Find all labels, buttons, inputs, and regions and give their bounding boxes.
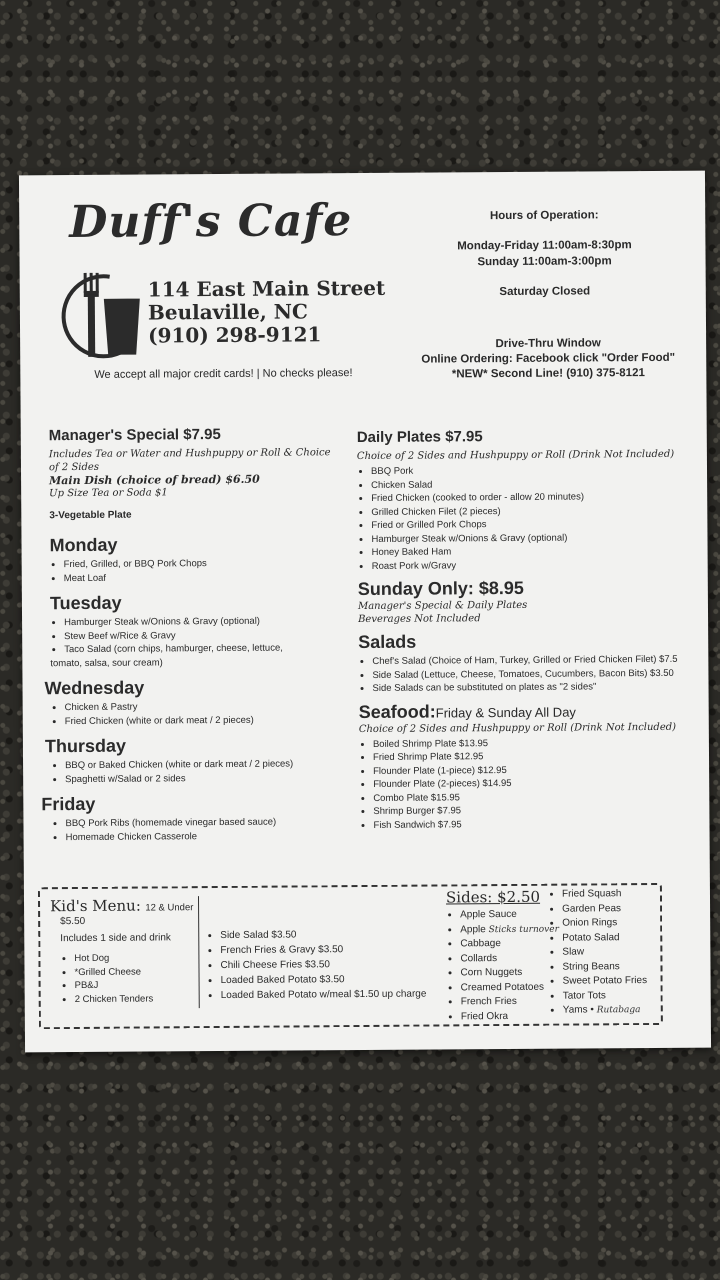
list-item: • Hamburger Steak w/Onions & Gravy (optional) — [64, 614, 350, 629]
list-item: • Fried Squash — [562, 887, 668, 902]
list-item: • Stew Beef w/Rice & Gravy — [64, 628, 350, 643]
list-item: • Fried or Grilled Pork Chops — [371, 517, 697, 533]
list-item: • Chicken & Pastry — [65, 699, 351, 714]
managers-special-title: Manager's Special $7.95 — [48, 426, 221, 445]
sides-col2 — [548, 885, 669, 1018]
list-item: tomato, salsa, sour cream) — [50, 656, 163, 669]
list-item: • Slaw — [562, 945, 668, 960]
list-item: • Chili Cheese Fries $3.50 — [220, 956, 446, 973]
hours-sunday: Sunday 11:00am-3:00pm — [477, 255, 612, 269]
daily-plates-note: Choice of 2 Sides and Hushpuppy or Roll (Drink Not Included) — [356, 448, 675, 463]
seafood-note: Choice of 2 Sides and Hushpuppy or Roll (Drink Not Included) — [358, 721, 677, 735]
hours-title: Hours of Operation: — [489, 209, 599, 223]
list-item: • Yams • Rutabaga — [563, 1003, 669, 1018]
day-title-monday: Monday — [49, 534, 118, 556]
list-item: • Hot Dog — [74, 951, 200, 965]
list-item: • Chicken Salad — [371, 476, 697, 492]
list-item: • BBQ Pork — [371, 463, 697, 479]
tuesday-list — [50, 614, 350, 670]
list-item: • Fish Sandwich $7.95 — [373, 816, 699, 832]
left-column — [41, 425, 352, 844]
list-item: • 2 Chicken Tenders — [75, 992, 201, 1006]
list-item: • Collards — [460, 951, 566, 966]
list-item: • Corn Nuggets — [460, 966, 566, 981]
list-item: • Onion Rings — [562, 916, 668, 931]
list-item: • String Beans — [562, 959, 668, 974]
wednesday-list — [51, 699, 351, 728]
kids-menu — [50, 896, 201, 1006]
list-item: • Shrimp Burger $7.95 — [373, 803, 699, 819]
list-item: • Fried, Grilled, or BBQ Pork Chops — [64, 556, 350, 571]
list-item: • Side Salad $3.50 — [220, 926, 446, 943]
drive-thru: Drive-Thru Window — [495, 337, 601, 351]
list-item: • Apple Sauce — [460, 908, 566, 923]
list-item: • French Fries — [461, 995, 567, 1010]
friday-list — [51, 815, 351, 844]
veg-plate: 3-Vegetable Plate — [49, 509, 132, 522]
upsize: Up Size Tea or Soda $1 — [49, 487, 168, 500]
salads-list — [358, 653, 698, 696]
list-item: • *Grilled Cheese — [74, 965, 200, 979]
list-item: • Grilled Chicken Filet (2 pieces) — [371, 503, 697, 519]
address-block — [148, 277, 386, 348]
seafood-list — [359, 735, 700, 832]
day-title-thursday: Thursday — [44, 735, 127, 757]
ordering-block — [398, 336, 698, 383]
list-item: • Meat Loaf — [64, 570, 350, 585]
list-item: • French Fries & Gravy $3.50 — [220, 941, 446, 958]
list-item: • Homemade Chicken Casserole — [66, 829, 352, 844]
list-item: • Potato Salad — [562, 930, 668, 945]
day-title-tuesday: Tuesday — [49, 592, 122, 614]
main-dish: Main Dish (choice of bread) $6.50 — [49, 472, 260, 488]
hours-weekday: Monday-Friday 11:00am-8:30pm — [457, 239, 632, 253]
list-item: • BBQ or Baked Chicken (white or dark meat / 2 pieces) — [65, 757, 351, 772]
credit-note: We accept all major credit cards! | No checks please! — [94, 367, 353, 381]
list-item: • Spaghetti w/Salad or 2 sides — [65, 771, 351, 786]
extras — [206, 924, 447, 1003]
sunday-only-line1: Manager's Special & Daily Plates — [357, 599, 528, 613]
list-item: • Cabbage — [460, 937, 566, 952]
managers-special-includes: Includes Tea or Water and Hushpuppy or Roll & Choice of 2 Sides — [48, 447, 331, 474]
list-item: • Fried Okra — [461, 1009, 567, 1024]
list-item: • Loaded Baked Potato $3.50 — [221, 971, 447, 988]
list-item: • Roast Pork w/Gravy — [372, 557, 698, 573]
handwritten-note: Rutabaga — [596, 1005, 641, 1016]
seafood-days: Friday & Sunday All Day — [435, 704, 576, 721]
cafe-name: Duff's Cafe — [69, 195, 353, 249]
list-item: • Sweet Potato Fries — [563, 974, 669, 989]
online-ordering: Online Ordering: Facebook click "Order Food" — [421, 351, 676, 366]
hours-block — [429, 207, 660, 301]
list-item: • Combo Plate $15.95 — [373, 789, 699, 805]
list-item: • Creamed Potatoes — [461, 980, 567, 995]
kids-menu-price: $5.50 — [60, 915, 86, 928]
list-item: • Honey Baked Ham — [372, 544, 698, 560]
seafood-heading — [359, 699, 699, 722]
list-item: • BBQ Pork Ribs (homemade vinegar based sauce) — [65, 815, 351, 830]
daily-plates-list — [357, 463, 698, 573]
street-address: 114 East Main Street — [147, 275, 386, 302]
sunday-only-title: Sunday Only: $8.95 — [357, 577, 524, 600]
list-item: • Loaded Baked Potato w/meal $1.50 up charge — [221, 986, 447, 1003]
monday-list — [50, 556, 350, 585]
list-item: • Hamburger Steak w/Onions & Gravy (optional) — [371, 530, 697, 546]
salads-title: Salads — [358, 631, 417, 653]
sides-list-2 — [548, 887, 669, 1018]
list-item: • Chef's Salad (Choice of Ham, Turkey, Grilled or Fried Chicken Filet) $7.5 — [372, 653, 698, 669]
list-item: • Fried Chicken (white or dark meat / 2 pieces) — [65, 713, 351, 728]
list-item: • Flounder Plate (1-piece) $12.95 — [373, 762, 699, 778]
list-item: • Garden Peas — [562, 901, 668, 916]
kids-menu-includes: Includes 1 side and drink — [60, 932, 171, 945]
kids-menu-list — [50, 951, 200, 1006]
sunday-only-line2: Beverages Not Included — [358, 613, 481, 626]
sides-title: Sides: $2.50 — [445, 887, 541, 907]
menu-sheet — [19, 171, 711, 1053]
list-item: • Flounder Plate (2-pieces) $14.95 — [373, 776, 699, 792]
list-item: • Apple Sticks turnover — [460, 922, 566, 937]
city-state: Beulaville, NC — [147, 299, 308, 325]
list-item: • Side Salad (Lettuce, Cheese, Tomatoes, Cucumbers, Bacon Bits) $3.50 — [372, 666, 698, 682]
list-item: • Side Salads can be substituted on plates as "2 sides" — [372, 680, 698, 696]
thursday-list — [51, 757, 351, 786]
kids-menu-age: 12 & Under — [145, 902, 194, 914]
extras-list — [206, 926, 447, 1003]
daily-plates-title: Daily Plates $7.95 — [356, 428, 483, 447]
handwritten-note: Sticks turnover — [488, 924, 559, 935]
list-item: • Taco Salad (corn chips, hamburger, cheese, lettuce, — [64, 641, 350, 656]
fork-glass-logo-icon — [60, 267, 147, 364]
right-column — [357, 427, 700, 832]
second-line: *NEW* Second Line! (910) 375-8121 — [451, 367, 645, 381]
day-title-wednesday: Wednesday — [44, 677, 145, 699]
phone-number: (910) 298-9121 — [147, 322, 322, 348]
day-title-friday: Friday — [41, 793, 96, 815]
list-item: • Tator Tots — [563, 988, 669, 1003]
hours-saturday: Saturday Closed — [499, 285, 591, 299]
kids-menu-title: Kid's Menu: — [49, 896, 141, 916]
seafood-title: Seafood: — [358, 701, 436, 722]
list-item: • Fried Chicken (cooked to order - allow 20 minutes) — [371, 490, 697, 506]
list-item: • Fried Shrimp Plate $12.95 — [373, 749, 699, 765]
list-item: • PB&J — [75, 978, 201, 992]
list-item: • Boiled Shrimp Plate $13.95 — [373, 735, 699, 751]
